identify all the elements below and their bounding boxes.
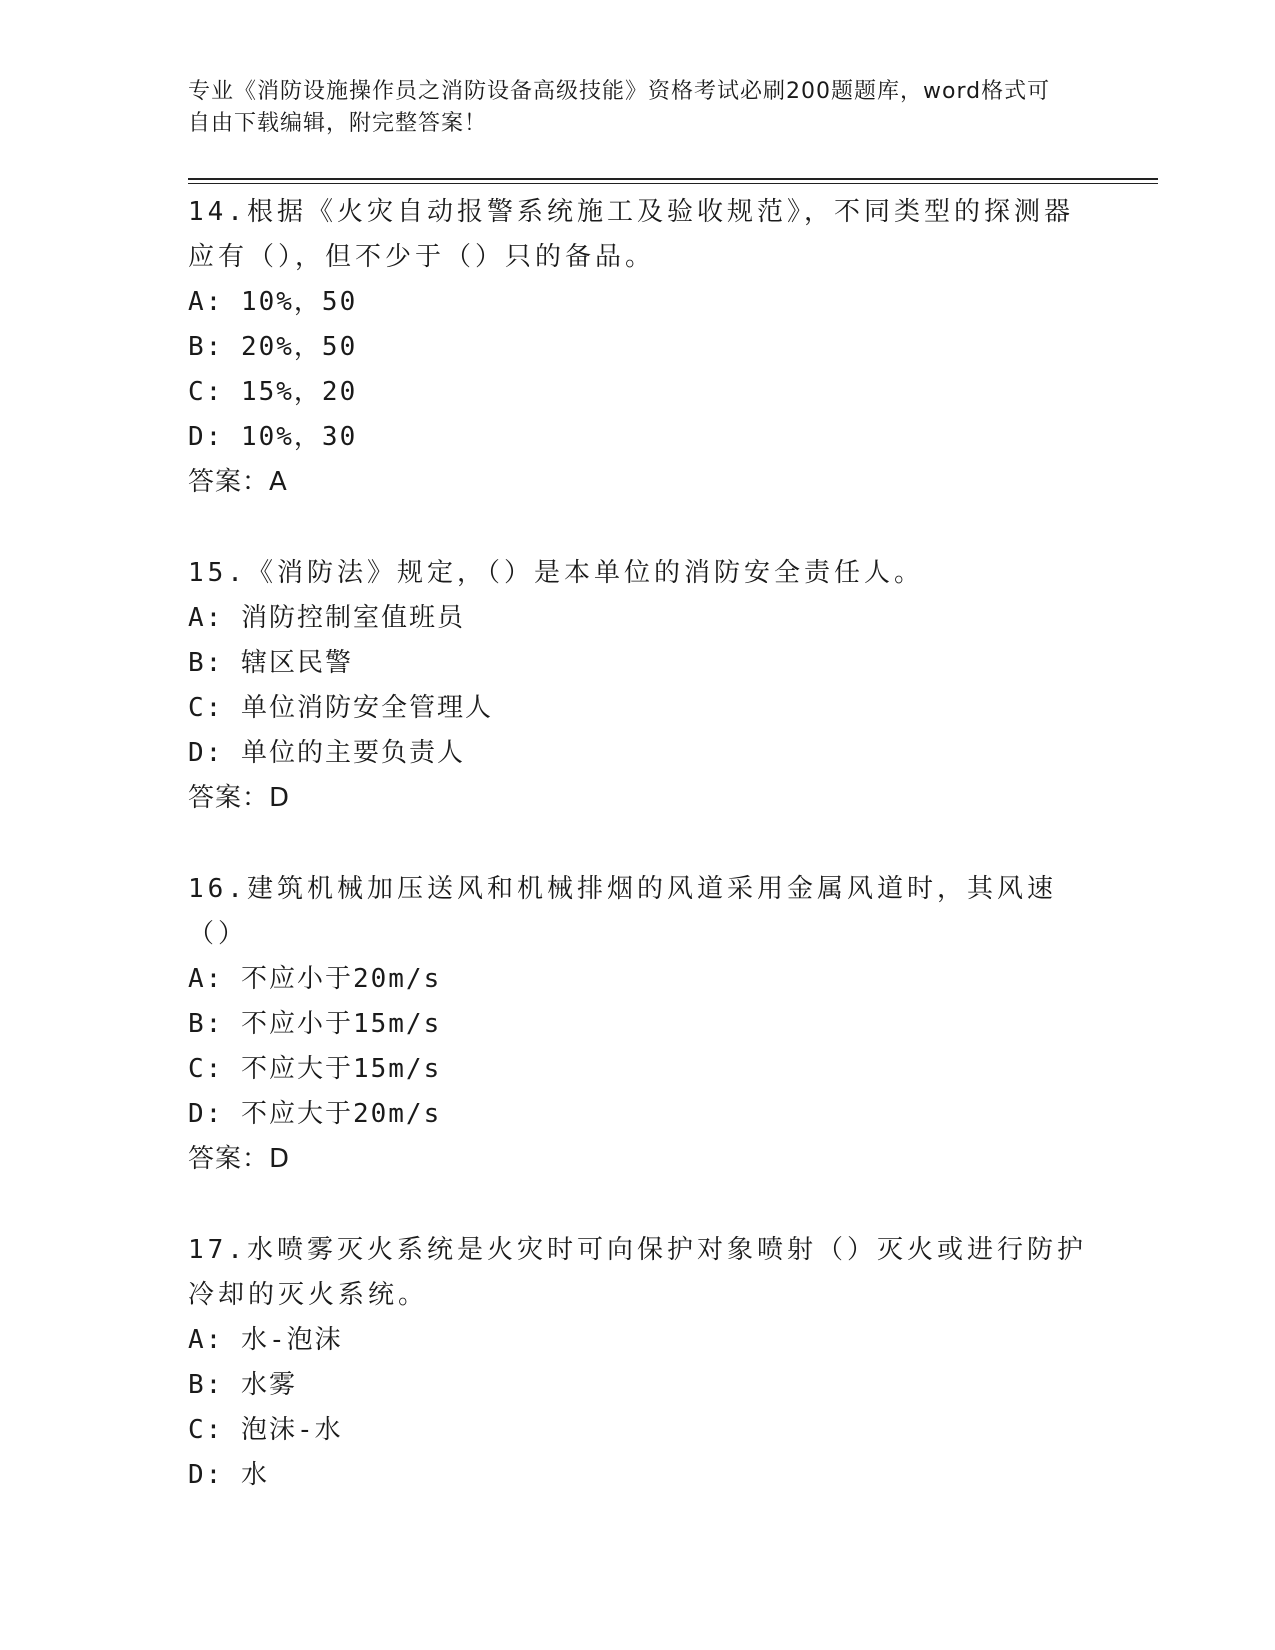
question-15	[188, 551, 1088, 821]
option-b: B: 辖区民警	[188, 648, 353, 678]
question-list	[188, 190, 1088, 1544]
option-d: D: 不应大于20m/s	[188, 1099, 442, 1129]
option-b: B: 不应小于15m/s	[188, 1009, 442, 1039]
question-stem: 16.建筑机械加压送风和机械排烟的风道采用金属风道时，其风速（）	[188, 874, 1057, 949]
header-rule-thin	[188, 183, 1158, 184]
question-14	[188, 190, 1088, 505]
option-a: A: 消防控制室值班员	[188, 603, 465, 633]
answer: 答案：D	[188, 783, 291, 813]
question-stem: 15.《消防法》规定，（）是本单位的消防安全责任人。	[188, 558, 924, 588]
option-a: A: 水-泡沫	[188, 1325, 343, 1355]
option-d: D: 10%，30	[188, 422, 358, 452]
answer: 答案：A	[188, 467, 288, 497]
option-b: B: 水雾	[188, 1370, 297, 1400]
option-d: D: 水	[188, 1460, 269, 1490]
option-b: B: 20%，50	[188, 332, 358, 362]
option-a: A: 10%，50	[188, 287, 358, 317]
question-stem: 14.根据《火灾自动报警系统施工及验收规范》，不同类型的探测器应有（），但不少于（）只的备品。	[188, 197, 1074, 272]
option-c: C: 泡沫-水	[188, 1415, 343, 1445]
option-c: C: 15%，20	[188, 377, 358, 407]
question-16	[188, 867, 1088, 1182]
option-a: A: 不应小于20m/s	[188, 964, 442, 994]
option-d: D: 单位的主要负责人	[188, 738, 465, 768]
option-c: C: 单位消防安全管理人	[188, 693, 493, 723]
question-stem: 17.水喷雾灭火系统是火灾时可向保护对象喷射（）灭火或进行防护冷却的灭火系统。	[188, 1235, 1087, 1310]
document-intro: 专业《消防设施操作员之消防设备高级技能》资格考试必刷200题题库，word格式可自由下载编辑，附完整答案！	[188, 79, 1051, 136]
question-17	[188, 1228, 1088, 1498]
header-rule-thick	[188, 178, 1158, 180]
answer: 答案：D	[188, 1144, 291, 1174]
option-c: C: 不应大于15m/s	[188, 1054, 442, 1084]
